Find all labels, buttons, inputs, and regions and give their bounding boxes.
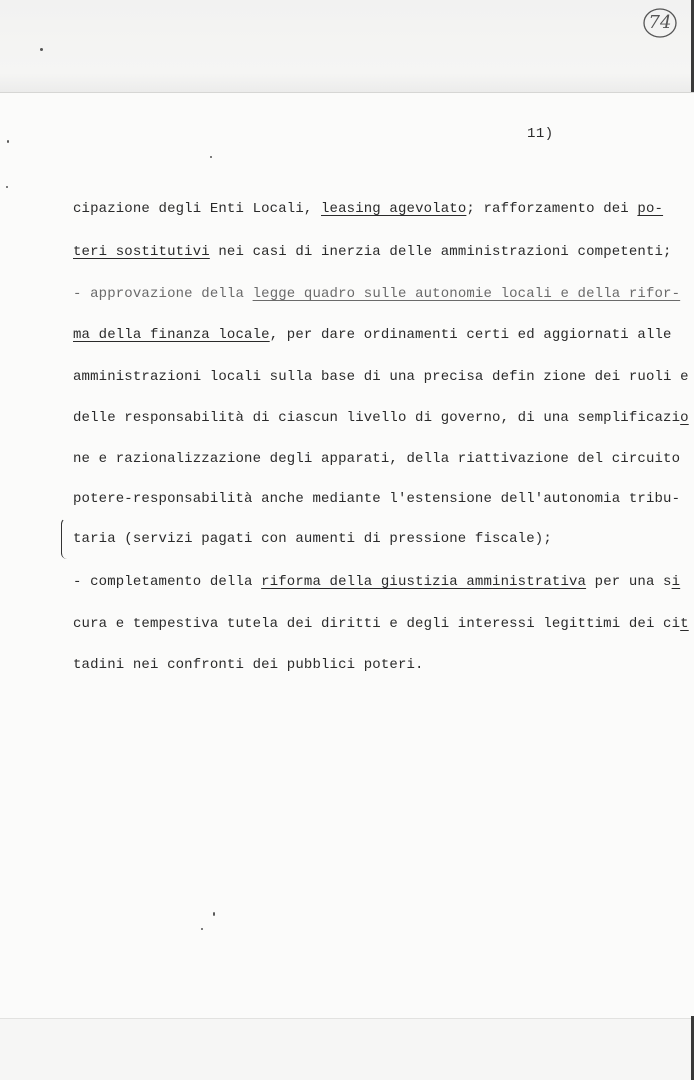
scan-top-margin	[0, 0, 694, 93]
text-span: delle responsabilità di ciascun livello di governo, di una semplificazi	[73, 410, 681, 426]
text-span: - completamento della	[73, 574, 262, 590]
text-line	[73, 410, 689, 426]
underlined-text: legge quadro sulle autonomie locali e della rifor-	[252, 286, 681, 302]
text-line	[73, 286, 680, 302]
underlined-text: po-	[637, 201, 664, 217]
scan-speck	[6, 186, 8, 188]
text-line: taria (servizi pagati con aumenti di pressione fiscale);	[73, 531, 552, 547]
underlined-text: teri sostitutivi	[73, 244, 210, 260]
underlined-text: t	[680, 616, 689, 632]
text-line	[73, 201, 663, 217]
underlined-text: i	[671, 574, 681, 590]
text-span: cipazione degli Enti Locali,	[73, 201, 321, 217]
text-line	[73, 244, 672, 260]
scan-speck	[201, 928, 203, 930]
scan-speck	[40, 48, 43, 51]
scan-speck	[7, 140, 9, 143]
underlined-text: ma della finanza locale	[73, 327, 270, 343]
text-line	[73, 574, 680, 590]
text-span: nei casi di inerzia delle amministrazioni competenti;	[209, 244, 672, 260]
text-line	[73, 616, 689, 632]
underlined-text: riforma della giustizia amministrativa	[261, 574, 587, 590]
scan-bottom-margin	[0, 1018, 694, 1080]
margin-bracket-mark	[61, 518, 68, 559]
text-span: ; rafforzamento dei	[466, 201, 638, 217]
page-number: 11)	[527, 126, 554, 142]
text-line: amministrazioni locali sulla base di una precisa defin zione dei ruoli e	[73, 369, 689, 385]
text-line: tadini nei confronti dei pubblici poteri.	[73, 657, 424, 673]
text-span: per una s	[586, 574, 672, 590]
text-line	[73, 327, 672, 343]
folio-number-text: 74	[648, 12, 672, 33]
scan-speck	[210, 156, 212, 158]
handwritten-folio-number	[640, 6, 680, 40]
text-line: potere-responsabilità anche mediante l'estensione dell'autonomia tribu-	[73, 491, 681, 507]
text-span: - approvazione della	[73, 286, 253, 302]
scan-speck	[213, 912, 215, 916]
text-line: ne e razionalizzazione degli apparati, della riattivazione del circuito	[73, 451, 681, 467]
underlined-text: o	[680, 410, 689, 426]
text-span: cura e tempestiva tutela dei diritti e degli interessi legittimi dei ci	[73, 616, 681, 632]
text-span: , per dare ordinamenti certi ed aggiornati alle	[269, 327, 672, 343]
underlined-text: leasing agevolato	[321, 201, 467, 217]
